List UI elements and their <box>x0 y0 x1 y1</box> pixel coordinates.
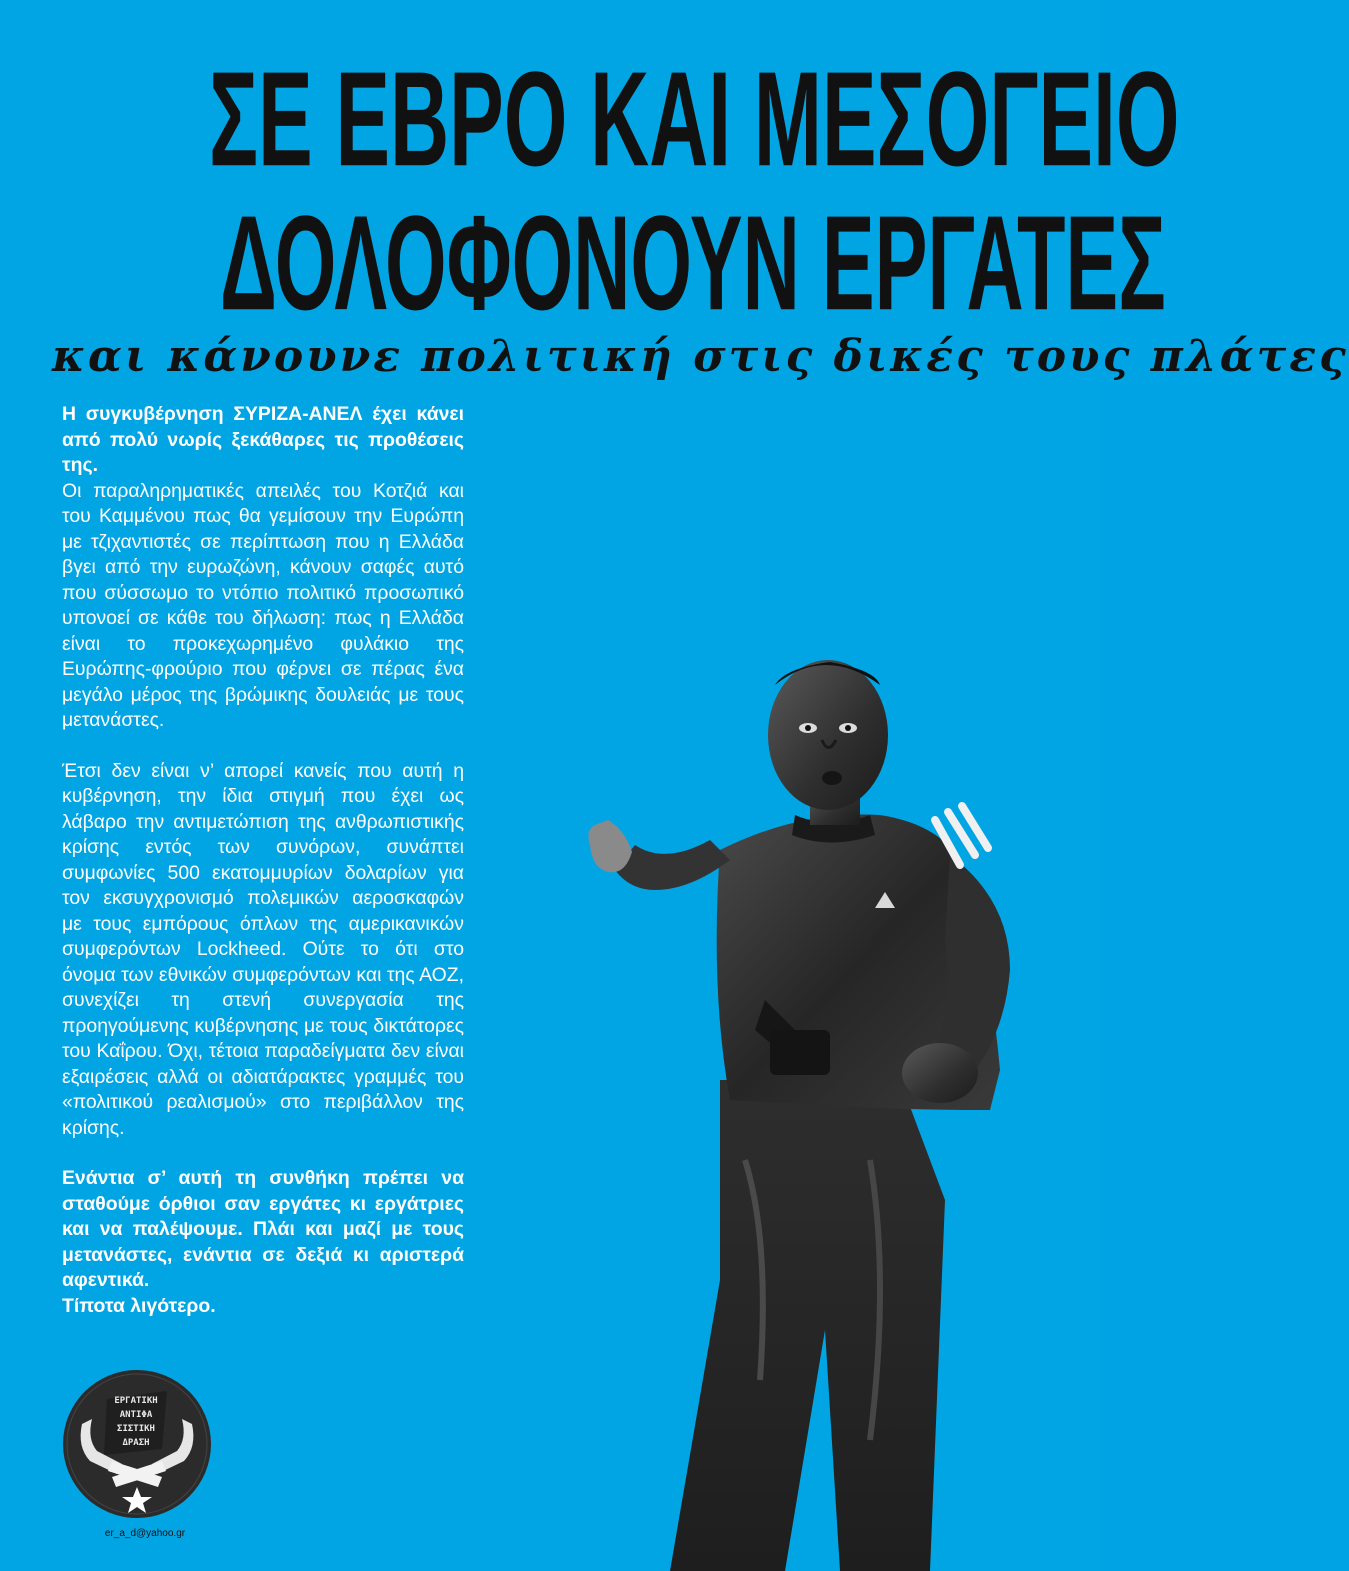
logo-line-3: ΣΙΣΤΙΚΗ <box>117 1424 155 1434</box>
headline-line-1: ΣΕ ΕΒΡΟ ΚΑΙ ΜΕΣΟΓΕΙΟ <box>209 43 1180 194</box>
logo-line-2: ΑΝΤΙΦΑ <box>119 1410 153 1420</box>
article-closing: Ενάντια σ’ αυτή τη συνθήκη πρέπει να σταθούμε όρθιοι σαν εργάτες κι εργάτριες και να παλέψουμε. Πλάι και μαζί με τους μετανάστες, ενάντια σε δεξιά κι αριστερά αφεντικά. <box>62 1167 464 1291</box>
subtitle: και κάνουνε πολιτική στις δικές τους πλάτες <box>52 331 1349 382</box>
contact-email: er_a_d@yahoo.gr <box>104 1528 186 1539</box>
article-final-line: Τίποτα λιγότερο. <box>62 1294 216 1317</box>
logo-line-1: ΕΡΓΑΤΙΚΗ <box>114 1396 158 1406</box>
article-paragraph-1: Οι παραληρηματικές απειλές του Κοτζιά και του Καμμένου πως θα γεμίσουν την Ευρώπη με τζιχαντιστές σε περίπτωση που η Ελλάδα βγει από την ευρωζώνη, κάνουν σαφές αυτό που σύσσωμο το ντόπιο πολιτικό προσωπικό υπονοεί σε κάθε του δήλωση: πως η Ελλάδα είναι το προκεχωρημένο φυλάκιο της Ευρώπης-φρούριο που φέρνει σε πέρας ένα μεγάλο μέρος της βρώμικης δουλειάς με τους μετανάστες. <box>62 479 464 731</box>
article-text <box>62 402 464 1319</box>
logo-line-4: ΔΡΑΣΗ <box>122 1438 150 1448</box>
headline-line-2: ΔΟΛΟΦΟΝΟΥΝ ΕΡΓΑΤΕΣ <box>220 187 1166 338</box>
fists-star-logo <box>62 1369 212 1519</box>
article-paragraph-2: Έτσι δεν είναι ν’ απορεί κανείς που αυτή η κυβέρνηση, την ίδια στιγμή που έχει ως λάβαρο την αντιμετώπιση της ανθρωπιστικής κρίσης εντός των συνόρων, συνάπτει συμφωνίες 500 εκατομμυρίων δολαρίων για τον εκσυγχρονισμό πολεμικών αεροσκαφών με τους εμπόρους όπλων της αμερικανικών συμφερόντων Lockheed. Ούτε το ότι στο όνομα των εθνικών συμφερόντων και της ΑΟΖ, συνεχίζει τη στενή συνεργασία της προηγούμενης κυβέρνησης με τους δικτάτορες του Καΐρου. Όχι, τέτοια παραδείγματα δεν είναι εξαιρέσεις αλλά οι αδιατάρακτες γραμμές του «πολιτικού ρεαλισμού» στο περιβάλλον της κρίσης. <box>62 759 464 1139</box>
running-man-photo <box>570 640 1100 1571</box>
article-intro: Η συγκυβέρνηση ΣΥΡΙΖΑ-ΑΝΕΛ έχει κάνει από πολύ νωρίς ξεκάθαρες τις προθέσεις της. <box>62 403 464 476</box>
